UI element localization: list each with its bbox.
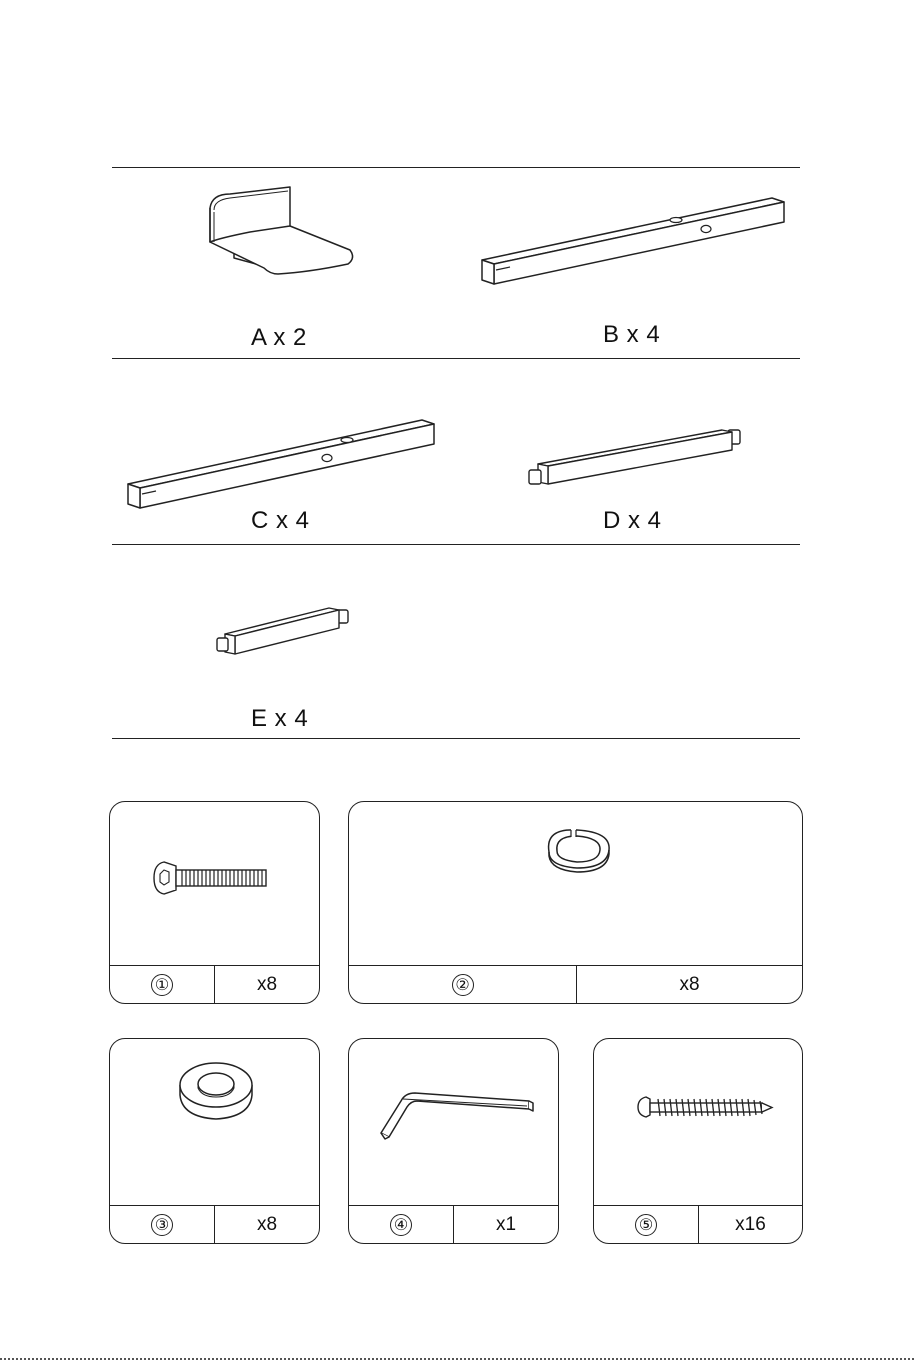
hardware-card-2-footer [349,965,802,1003]
hardware-card-3 [109,1038,320,1244]
hardware-quantity: x1 [453,1206,558,1243]
divider-row2 [112,544,800,545]
hardware-quantity: x8 [214,1206,319,1243]
divider-row1 [112,358,800,359]
allen-key-icon [349,1039,559,1203]
dowel-bar-icon [526,424,750,494]
part-label-b: B x 4 [603,321,661,348]
short-dowel-bar-icon [215,604,355,658]
flat-washer-icon [110,1039,320,1203]
part-label-c: C x 4 [251,507,310,534]
hardware-number: ④ [390,1214,412,1236]
divider-row3 [112,738,800,739]
hardware-card-5 [593,1038,803,1244]
hardware-number: ② [452,974,474,996]
hardware-card-3-footer [110,1205,319,1243]
hardware-quantity: x16 [698,1206,802,1243]
part-label-d: D x 4 [603,507,662,534]
hardware-card-5-footer [594,1205,802,1243]
hardware-card-4 [348,1038,559,1244]
long-rail-icon [478,192,790,288]
hardware-quantity: x8 [576,966,802,1003]
divider-top [112,167,800,168]
hex-bolt-icon [110,802,320,962]
long-rail-icon [124,414,442,512]
hardware-number: ⑤ [635,1214,657,1236]
seat-plate-icon [190,180,370,280]
page-edge-dots [0,1358,914,1362]
part-label-a: A x 2 [251,324,307,351]
hardware-number: ③ [151,1214,173,1236]
hardware-card-1-footer [110,965,319,1003]
hardware-number: ① [151,974,173,996]
wood-screw-icon [594,1039,803,1203]
hardware-card-2 [348,801,803,1004]
part-label-e: E x 4 [251,705,309,732]
hardware-card-1 [109,801,320,1004]
hardware-card-4-footer [349,1205,558,1243]
hardware-quantity: x8 [214,966,319,1003]
split-ring-washer-icon [349,802,803,962]
